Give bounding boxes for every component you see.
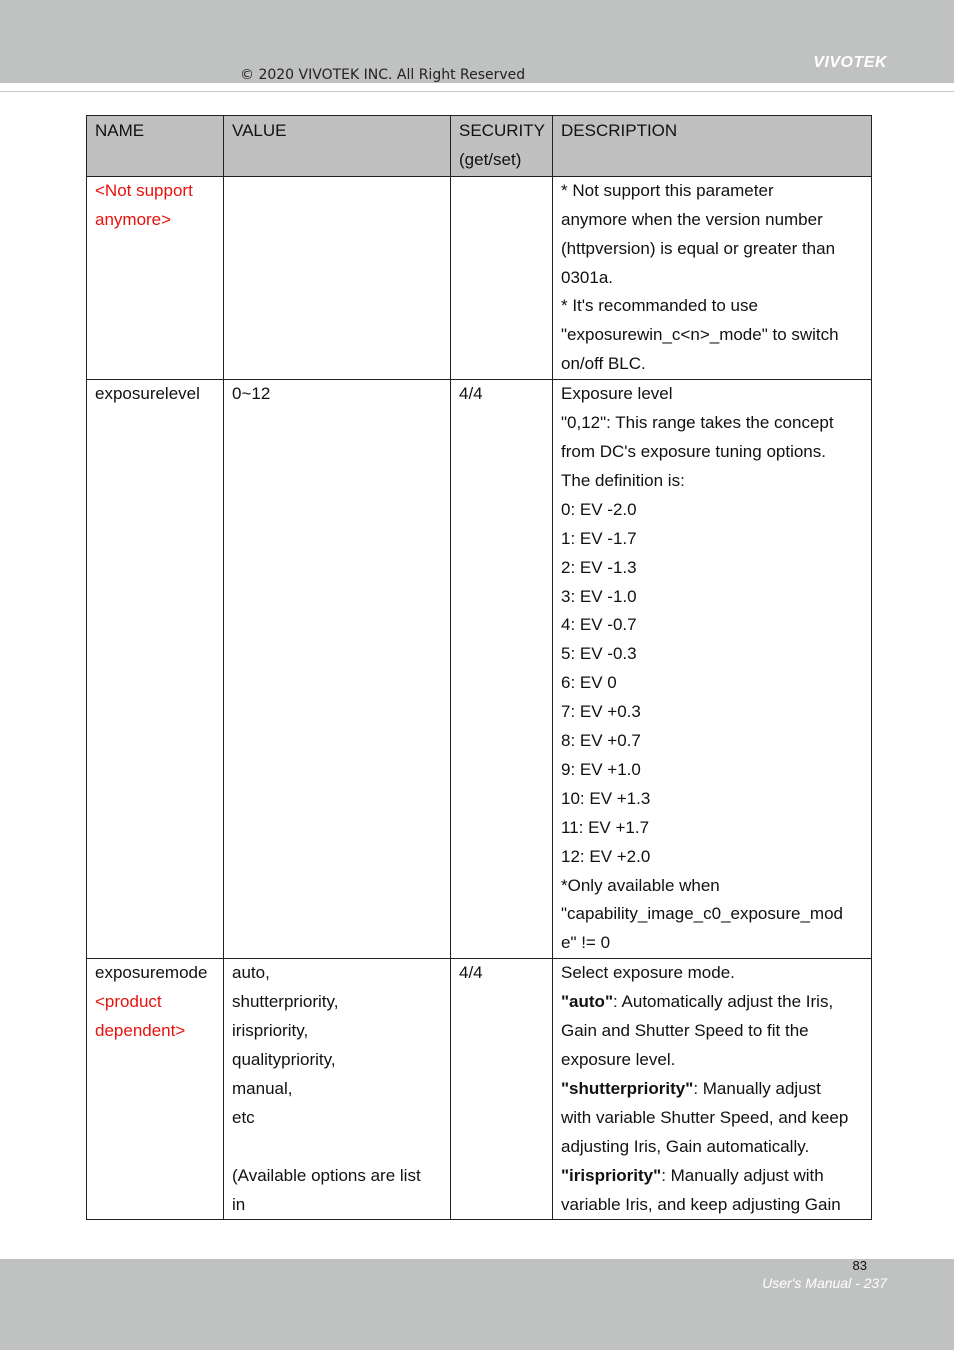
security-value: 4/4 [459,963,483,983]
parameter-name: exposuremode [95,963,208,983]
value-line: in [232,1194,246,1214]
description-line: 9: EV +1.0 [561,759,641,779]
description-line: Select exposure mode. [561,963,735,983]
option-term: "irispriority" [561,1165,662,1185]
value-line: etc [232,1107,255,1127]
cell-name [87,959,224,1220]
cell-security [451,176,553,379]
description-line: Gain and Shutter Speed to fit the [561,1021,809,1041]
header-divider [0,91,954,92]
value-line: irispriority, [232,1021,309,1041]
cell-description [553,176,872,379]
description-line: * Not support this parameter [561,180,774,200]
value-line: qualitypriority, [232,1050,336,1069]
description-line: on/off BLC. [561,354,646,374]
table-header-row [87,116,872,177]
value-line: shutterpriority, [232,992,339,1012]
cell-name [87,380,224,959]
page-number: 83 [852,1258,867,1273]
description-line: exposure level. [561,1050,676,1069]
description-line: Exposure level [561,384,673,404]
column-header-security: SECURITY (get/set) [451,116,553,177]
option-text: : Manually adjust [693,1078,821,1098]
option-term: "shutterpriority" [561,1078,694,1098]
description-line: 0301a. [561,267,613,287]
description-line: 5: EV -0.3 [561,644,637,664]
description-line: 6: EV 0 [561,673,617,693]
value-line [232,1133,442,1162]
description-line: 3: EV -1.0 [561,586,637,606]
cell-value [224,959,451,1220]
description-line: variable Iris, and keep adjusting Gain [561,1194,841,1214]
brand-logo-text: VIVOTEK [813,54,887,71]
value-line: auto, [232,963,270,983]
description-line: "capability_image_c0_exposure_mod [561,904,843,924]
value-line: 0~12 [232,384,271,404]
description-line: 10: EV +1.3 [561,788,651,808]
footer-band [0,1259,954,1350]
description-line: The definition is: [561,470,685,490]
cell-description [553,959,872,1220]
parameter-name: exposurelevel [95,384,200,404]
table-row [87,176,872,379]
value-line: (Available options are list [232,1165,421,1185]
table-row [87,959,872,1220]
cell-name [87,176,224,379]
parameter-table [86,115,872,1220]
description-line: 12: EV +2.0 [561,846,651,866]
parameter-note: <Not support [95,180,193,200]
option-text: : Manually adjust with [661,1165,824,1185]
option-term: "auto" [561,992,614,1012]
description-line: from DC's exposure tuning options. [561,441,826,461]
cell-security [451,380,553,959]
option-text: : Automatically adjust the Iris, [613,992,834,1012]
description-option-line [561,988,863,1017]
description-line: 1: EV -1.7 [561,528,637,548]
description-line: 0: EV -2.0 [561,499,637,519]
description-line: "exposurewin_c<n>_mode" to switch [561,325,839,345]
cell-value [224,176,451,379]
description-line: (httpversion) is equal or greater than [561,238,836,258]
description-option-line [561,1075,863,1104]
description-line: 8: EV +0.7 [561,731,641,751]
parameter-note: anymore> [95,209,172,229]
cell-security [451,959,553,1220]
description-line: 11: EV +1.7 [561,817,650,837]
description-line: 7: EV +0.3 [561,702,641,722]
description-line: anymore when the version number [561,209,823,229]
description-line: *Only available when [561,875,720,895]
description-line: with variable Shutter Speed, and keep [561,1107,849,1127]
description-option-line [561,1162,863,1191]
column-header-value: VALUE [224,116,451,177]
manual-page-label: User's Manual - 237 [762,1275,887,1291]
description-line: * It's recommanded to use [561,296,758,316]
parameter-note: dependent> [95,1021,186,1041]
description-line: adjusting Iris, Gain automatically. [561,1136,810,1156]
value-line: manual, [232,1078,293,1098]
description-line: 2: EV -1.3 [561,557,637,577]
column-header-name: NAME [87,116,224,177]
column-header-description: DESCRIPTION [553,116,872,177]
description-line: "0,12": This range takes the concept [561,413,834,433]
table-row [87,380,872,959]
description-line: 4: EV -0.7 [561,615,637,635]
parameter-note: <product [95,992,162,1012]
description-line: e" != 0 [561,933,611,953]
cell-value [224,380,451,959]
copyright-text: © 2020 VIVOTEK INC. All Right Reserved [240,67,526,83]
security-value: 4/4 [459,384,483,404]
cell-description [553,380,872,959]
